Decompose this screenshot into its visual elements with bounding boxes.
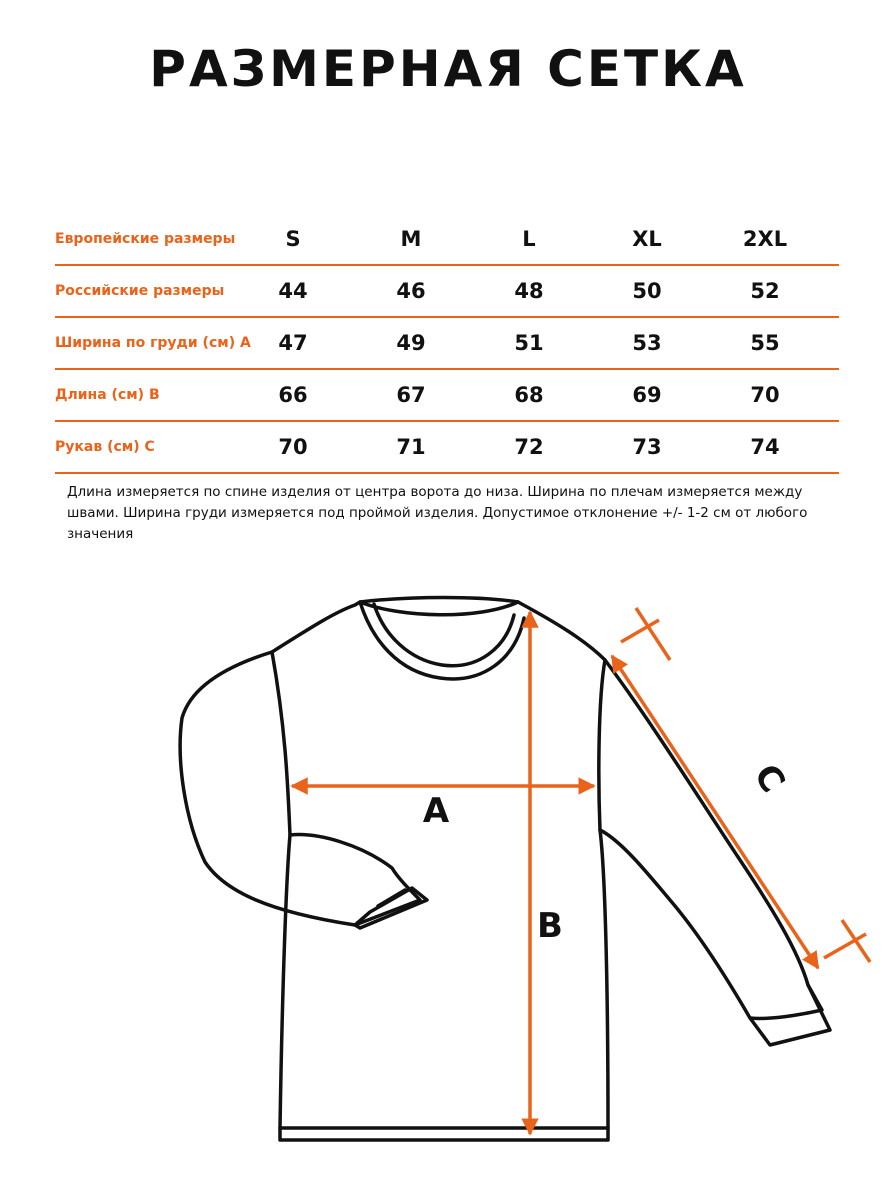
label-b: B [537, 906, 563, 946]
table-cell: 51 [514, 331, 544, 355]
table-cell: 72 [514, 435, 544, 459]
table-cell: 52 [750, 279, 780, 303]
table-cell: 48 [514, 279, 544, 303]
table-cell: 71 [396, 435, 426, 459]
sweatshirt-diagram [0, 590, 896, 1190]
row-label: Ширина по груди (см) А [55, 335, 251, 351]
measurement-arrows [292, 608, 870, 1134]
table-cell: 73 [632, 435, 662, 459]
note-line: Длина измеряется по спине изделия от центра ворота до низа. Ширина по плечам измеряется между [67, 484, 803, 500]
row-label: Рукав (см) С [55, 439, 155, 455]
size-table [55, 214, 839, 474]
table-cell: 74 [750, 435, 780, 459]
page-title: РАЗМЕРНАЯ СЕТКА [149, 40, 747, 98]
table-cell: 70 [750, 383, 780, 407]
table-row-eu-sizes [55, 214, 839, 266]
table-cell: 70 [278, 435, 308, 459]
table-cell: 68 [514, 383, 544, 407]
note-line: значения [67, 526, 134, 542]
table-row-length [55, 370, 839, 422]
table-cell: XL [632, 227, 662, 251]
table-cell: 67 [396, 383, 426, 407]
table-row-chest-width [55, 318, 839, 370]
table-cell: 66 [278, 383, 308, 407]
row-label: Российские размеры [55, 283, 225, 299]
table-cell: S [285, 227, 301, 251]
label-a: A [422, 791, 450, 831]
table-cell: L [522, 227, 536, 251]
sleeve-arrow [612, 656, 818, 968]
table-cell: 46 [396, 279, 426, 303]
table-cell: 50 [632, 279, 662, 303]
table-cell: 44 [278, 279, 308, 303]
table-cell: 69 [632, 383, 662, 407]
table-cell: 55 [750, 331, 780, 355]
measurement-note [67, 482, 837, 545]
row-label: Европейские размеры [55, 231, 236, 247]
table-cell: 2XL [742, 227, 788, 251]
label-c: C [745, 757, 793, 800]
table-cell: 49 [396, 331, 426, 355]
note-line: швами. Ширина груди измеряется под проймой изделия. Допустимое отклонение +/- 1-2 см от любого [67, 505, 808, 521]
table-cell: 53 [632, 331, 662, 355]
row-label: Длина (см) В [55, 387, 160, 403]
sweatshirt-outline-icon [180, 598, 830, 1141]
table-row-sleeve [55, 422, 839, 474]
table-row-ru-sizes [55, 266, 839, 318]
table-cell: M [400, 227, 422, 251]
table-cell: 47 [278, 331, 308, 355]
